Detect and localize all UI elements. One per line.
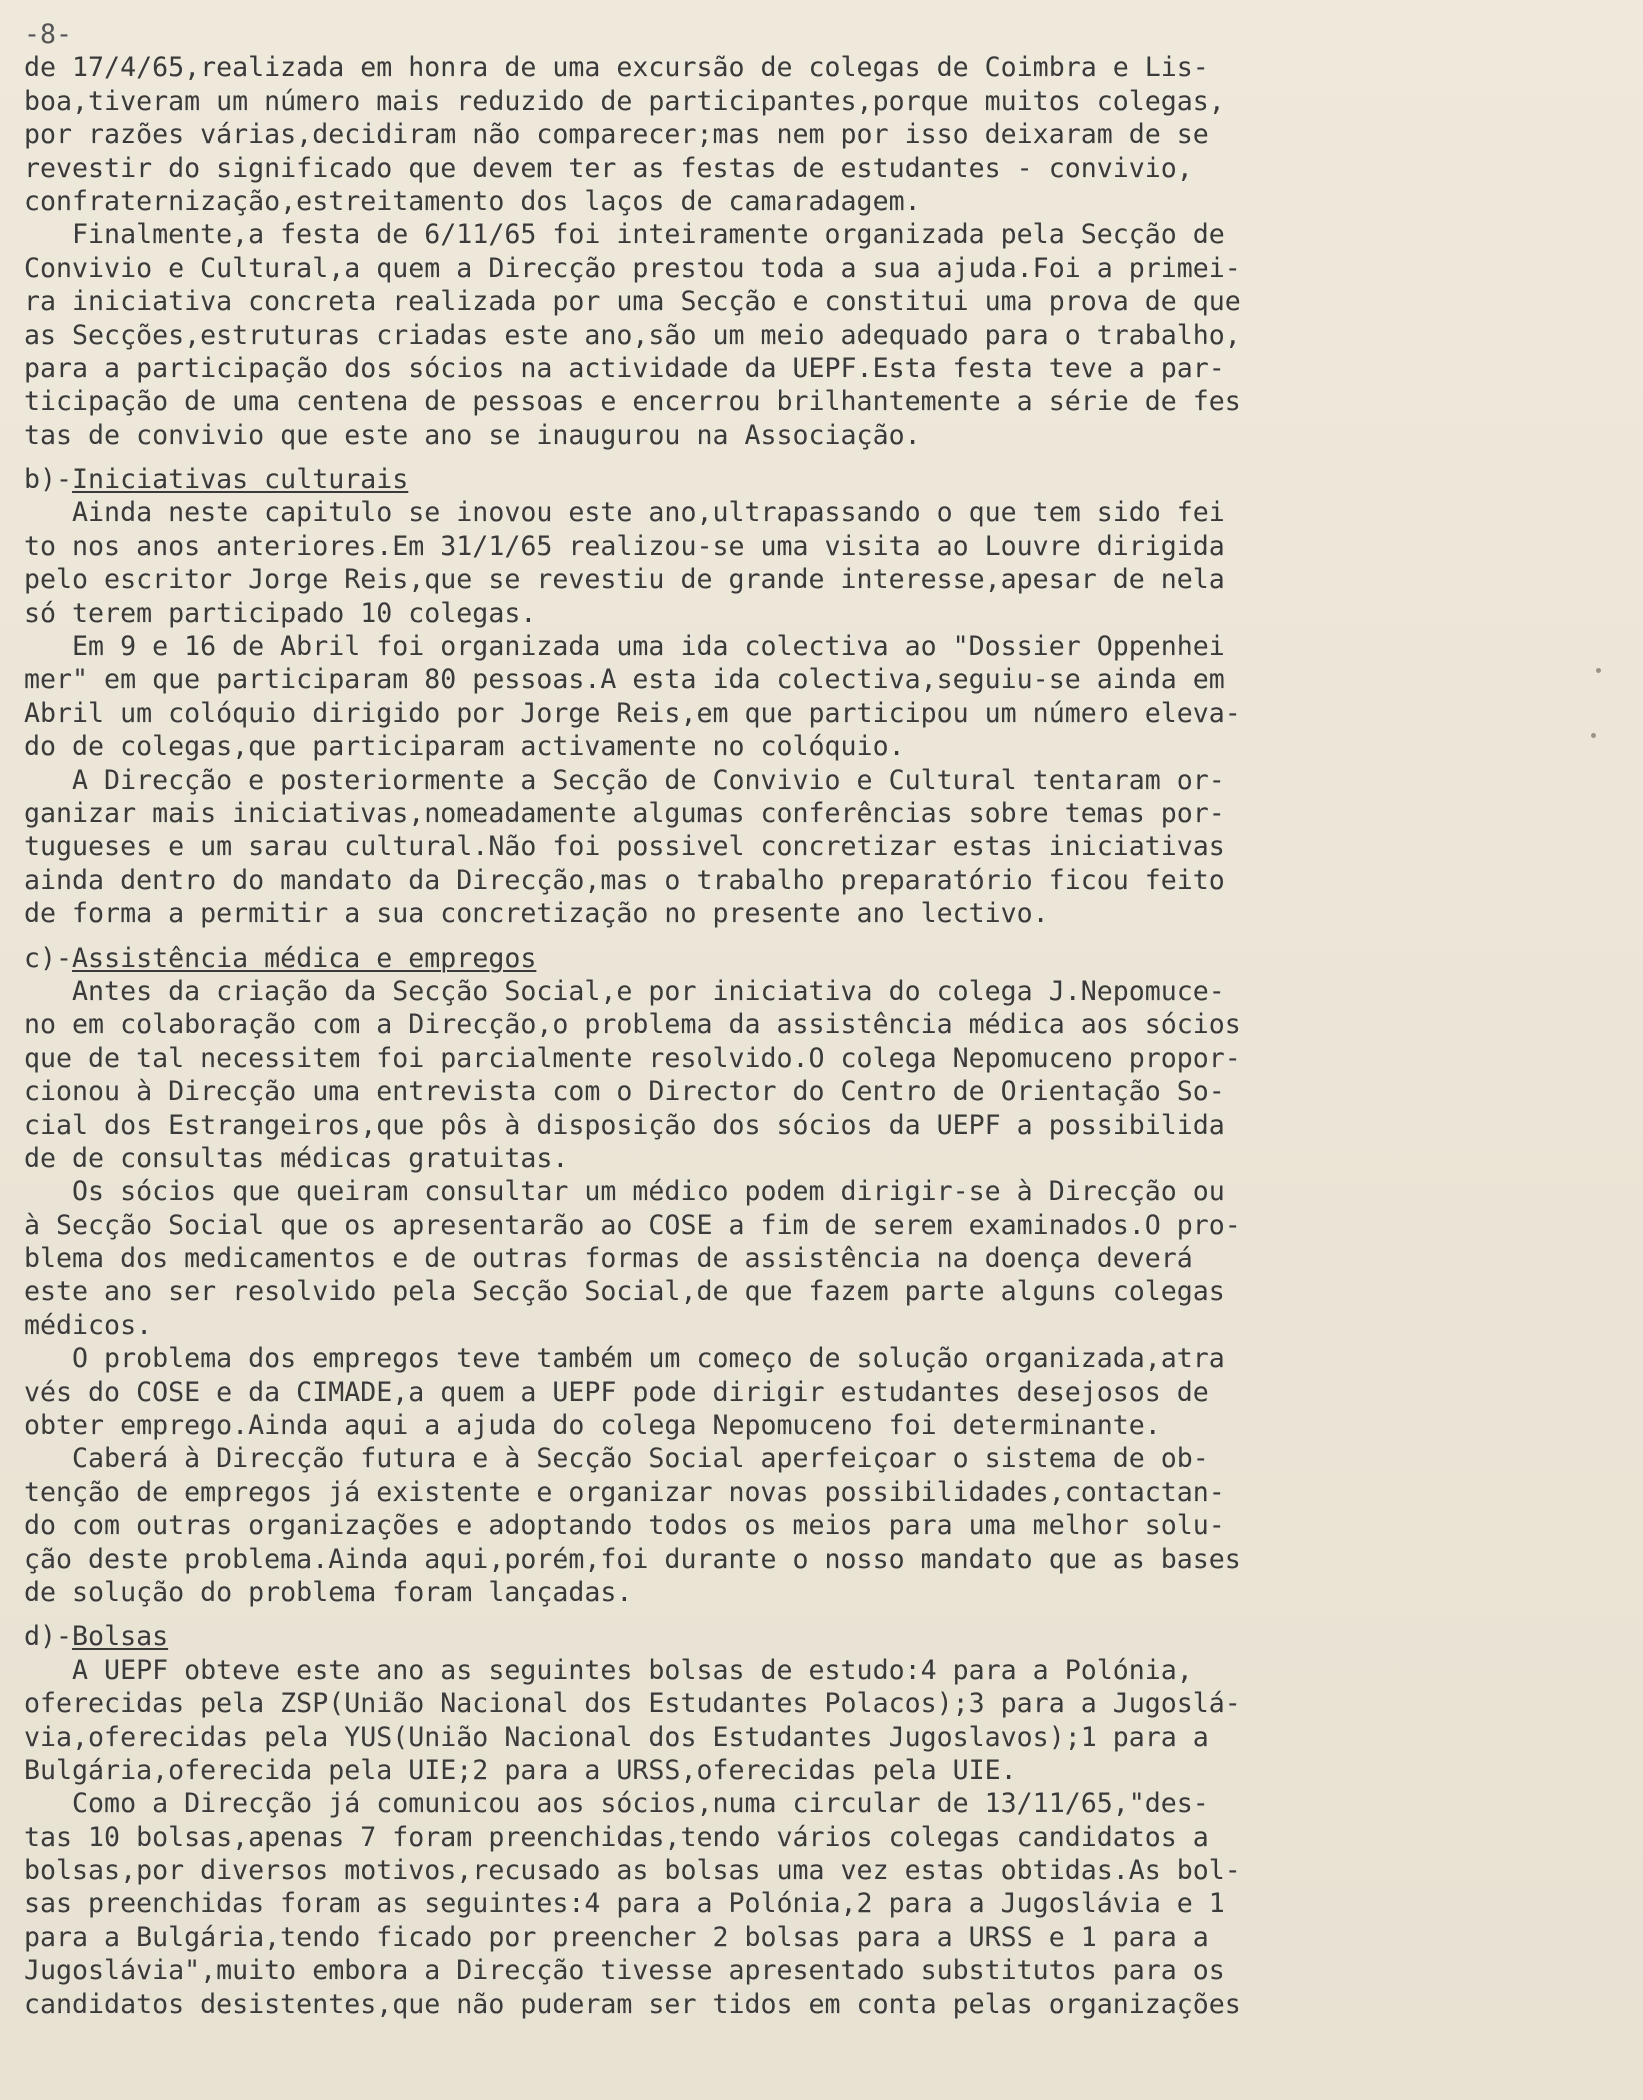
text-line: Em 9 e 16 de Abril foi organizada uma ida colectiva ao "Dossier Oppenhei — [24, 631, 1225, 663]
text-line: Antes da criação da Secção Social,e por iniciativa do colega J.Nepomuce- — [24, 975, 1225, 1007]
text-line: tenção de empregos já existente e organizar novas possibilidades,contactan- — [24, 1476, 1225, 1508]
text-line: tas 10 bolsas,apenas 7 foram preenchidas,tendo vários colegas candidatos a — [24, 1821, 1209, 1853]
text-line: de forma a permitir a sua concretização no presente ano lectivo. — [24, 898, 1049, 930]
text-line: de de consultas médicas gratuitas. — [24, 1142, 569, 1174]
text-line: oferecidas pela ZSP(União Nacional dos Estudantes Polacos);3 para a Jugoslá- — [24, 1688, 1241, 1720]
text-line: este ano ser resolvido pela Secção Social,de que fazem parte alguns colegas — [24, 1276, 1225, 1308]
text-line: no em colaboração com a Direcção,o problema da assistência médica aos sócios — [24, 1009, 1241, 1041]
section-heading-prefix: c)- — [24, 942, 73, 974]
text-line: to nos anos anteriores.Em 31/1/65 realizou-se uma visita ao Louvre dirigida — [24, 530, 1225, 562]
section-heading-prefix: b)- — [24, 464, 73, 496]
page-number: -8- — [24, 19, 73, 50]
text-line: tugueses e um sarau cultural.Não foi possivel concretizar estas iniciativas — [24, 831, 1225, 863]
text-line: pelo escritor Jorge Reis,que se revestiu de grande interesse,apesar de nela — [24, 564, 1225, 596]
text-line: ganizar mais iniciativas,nomeadamente algumas conferências sobre temas por- — [24, 797, 1225, 829]
text-line: só terem participado 10 colegas. — [24, 597, 537, 629]
text-line: Os sócios que queiram consultar um médico podem dirigir-se à Direcção ou — [24, 1176, 1225, 1208]
text-line: boa,tiveram um número mais reduzido de participantes,porque muitos colegas, — [24, 85, 1225, 117]
text-line: Ainda neste capitulo se inovou este ano,ultrapassando o que tem sido fei — [24, 497, 1225, 529]
text-line: ra iniciativa concreta realizada por uma Secção e constitui uma prova de que — [24, 286, 1241, 318]
text-line: médicos. — [24, 1309, 153, 1341]
paragraph-gap — [24, 452, 1529, 463]
text-line: por razões várias,decidiram não comparecer;mas nem por isso deixaram de se — [24, 119, 1209, 151]
text-line: O problema dos empregos teve também um começo de solução organizada,atra — [24, 1343, 1225, 1375]
text-line: do com outras organizações e adoptando todos os meios para uma melhor solu- — [24, 1510, 1225, 1542]
paragraph-gap — [24, 931, 1529, 942]
text-line: Convivio e Cultural,a quem a Direcção prestou toda a sua ajuda.Foi a primei- — [24, 252, 1241, 284]
text-line: sas preenchidas foram as seguintes:4 para a Polónia,2 para a Jugoslávia e 1 — [24, 1888, 1225, 1920]
text-line: cionou à Direcção uma entrevista com o Director do Centro de Orientação So- — [24, 1076, 1225, 1108]
text-line: à Secção Social que os apresentarão ao COSE a fim de serem examinados.O pro- — [24, 1209, 1241, 1241]
text-line: Caberá à Direcção futura e à Secção Social aperfeiçoar o sistema de ob- — [24, 1443, 1209, 1475]
text-line: de solução do problema foram lançadas. — [24, 1576, 633, 1608]
text-line: Jugoslávia",muito embora a Direcção tivesse apresentado substitutos para os — [24, 1955, 1225, 1987]
text-line: obter emprego.Ainda aqui a ajuda do colega Nepomuceno foi determinante. — [24, 1410, 1161, 1442]
paragraph-gap — [24, 1609, 1529, 1620]
text-line: que de tal necessitem foi parcialmente resolvido.O colega Nepomuceno propor- — [24, 1042, 1241, 1074]
text-line: as Secções,estruturas criadas este ano,são um meio adequado para o trabalho, — [24, 319, 1241, 351]
section-heading-title: Iniciativas culturais — [72, 464, 409, 496]
text-line: Como a Direcção já comunicou aos sócios,numa circular de 13/11/65,"des- — [24, 1788, 1209, 1820]
section-heading — [24, 1620, 1529, 1653]
text-line: Bulgária,oferecida pela UIE;2 para a URSS,oferecidas pela UIE. — [24, 1754, 1017, 1786]
paper-speck — [1591, 733, 1596, 738]
text-line: de 17/4/65,realizada em honra de uma excursão de colegas de Coimbra e Lis- — [24, 52, 1209, 84]
text-line: ainda dentro do mandato da Direcção,mas o trabalho preparatório ficou feito — [24, 864, 1225, 896]
text-line: Finalmente,a festa de 6/11/65 foi inteiramente organizada pela Secção de — [24, 219, 1225, 251]
section-heading — [24, 942, 1529, 975]
text-line: ticipação de uma centena de pessoas e encerrou brilhantemente a série de fes — [24, 386, 1241, 418]
text-line: candidatos desistentes,que não puderam ser tidos em conta pelas organizações — [24, 1988, 1241, 2020]
text-line: para a participação dos sócios na actividade da UEPF.Esta festa teve a par- — [24, 352, 1225, 384]
text-line: para a Bulgária,tendo ficado por preencher 2 bolsas para a URSS e 1 para a — [24, 1921, 1209, 1953]
text-line: bolsas,por diversos motivos,recusado as bolsas uma vez estas obtidas.As bol- — [24, 1855, 1241, 1887]
text-line: A UEPF obteve este ano as seguintes bolsas de estudo:4 para a Polónia, — [24, 1654, 1193, 1686]
section-heading — [24, 463, 1529, 496]
text-line: Abril um colóquio dirigido por Jorge Reis,em que participou um número eleva- — [24, 697, 1241, 729]
paper-speck — [1596, 668, 1601, 673]
text-line: tas de convivio que este ano se inaugurou na Associação. — [24, 419, 921, 451]
text-line: confraternização,estreitamento dos laços de camaradagem. — [24, 185, 921, 217]
text-line: mer" em que participaram 80 pessoas.A esta ida colectiva,seguiu-se ainda em — [24, 664, 1225, 696]
text-line: revestir do significado que devem ter as festas de estudantes - convivio, — [24, 152, 1193, 184]
text-line: vés do COSE e da CIMADE,a quem a UEPF pode dirigir estudantes desejosos de — [24, 1376, 1209, 1408]
text-line: do de colegas,que participaram activamente no colóquio. — [24, 731, 905, 763]
text-line: blema dos medicamentos e de outras formas de assistência na doença deverá — [24, 1243, 1193, 1275]
text-line: ção deste problema.Ainda aqui,porém,foi durante o nosso mandato que as bases — [24, 1543, 1241, 1575]
section-heading-prefix: d)- — [24, 1621, 73, 1653]
text-line: cial dos Estrangeiros,que pôs à disposição dos sócios da UEPF a possibilida — [24, 1109, 1225, 1141]
text-line: A Direcção e posteriormente a Secção de Convivio e Cultural tentaram or- — [24, 764, 1225, 796]
text-line: via,oferecidas pela YUS(União Nacional dos Estudantes Jugoslavos);1 para a — [24, 1721, 1209, 1753]
section-heading-title: Assistência médica e empregos — [72, 942, 537, 974]
typed-text-body — [24, 18, 1529, 2021]
section-heading-title: Bolsas — [72, 1621, 169, 1653]
